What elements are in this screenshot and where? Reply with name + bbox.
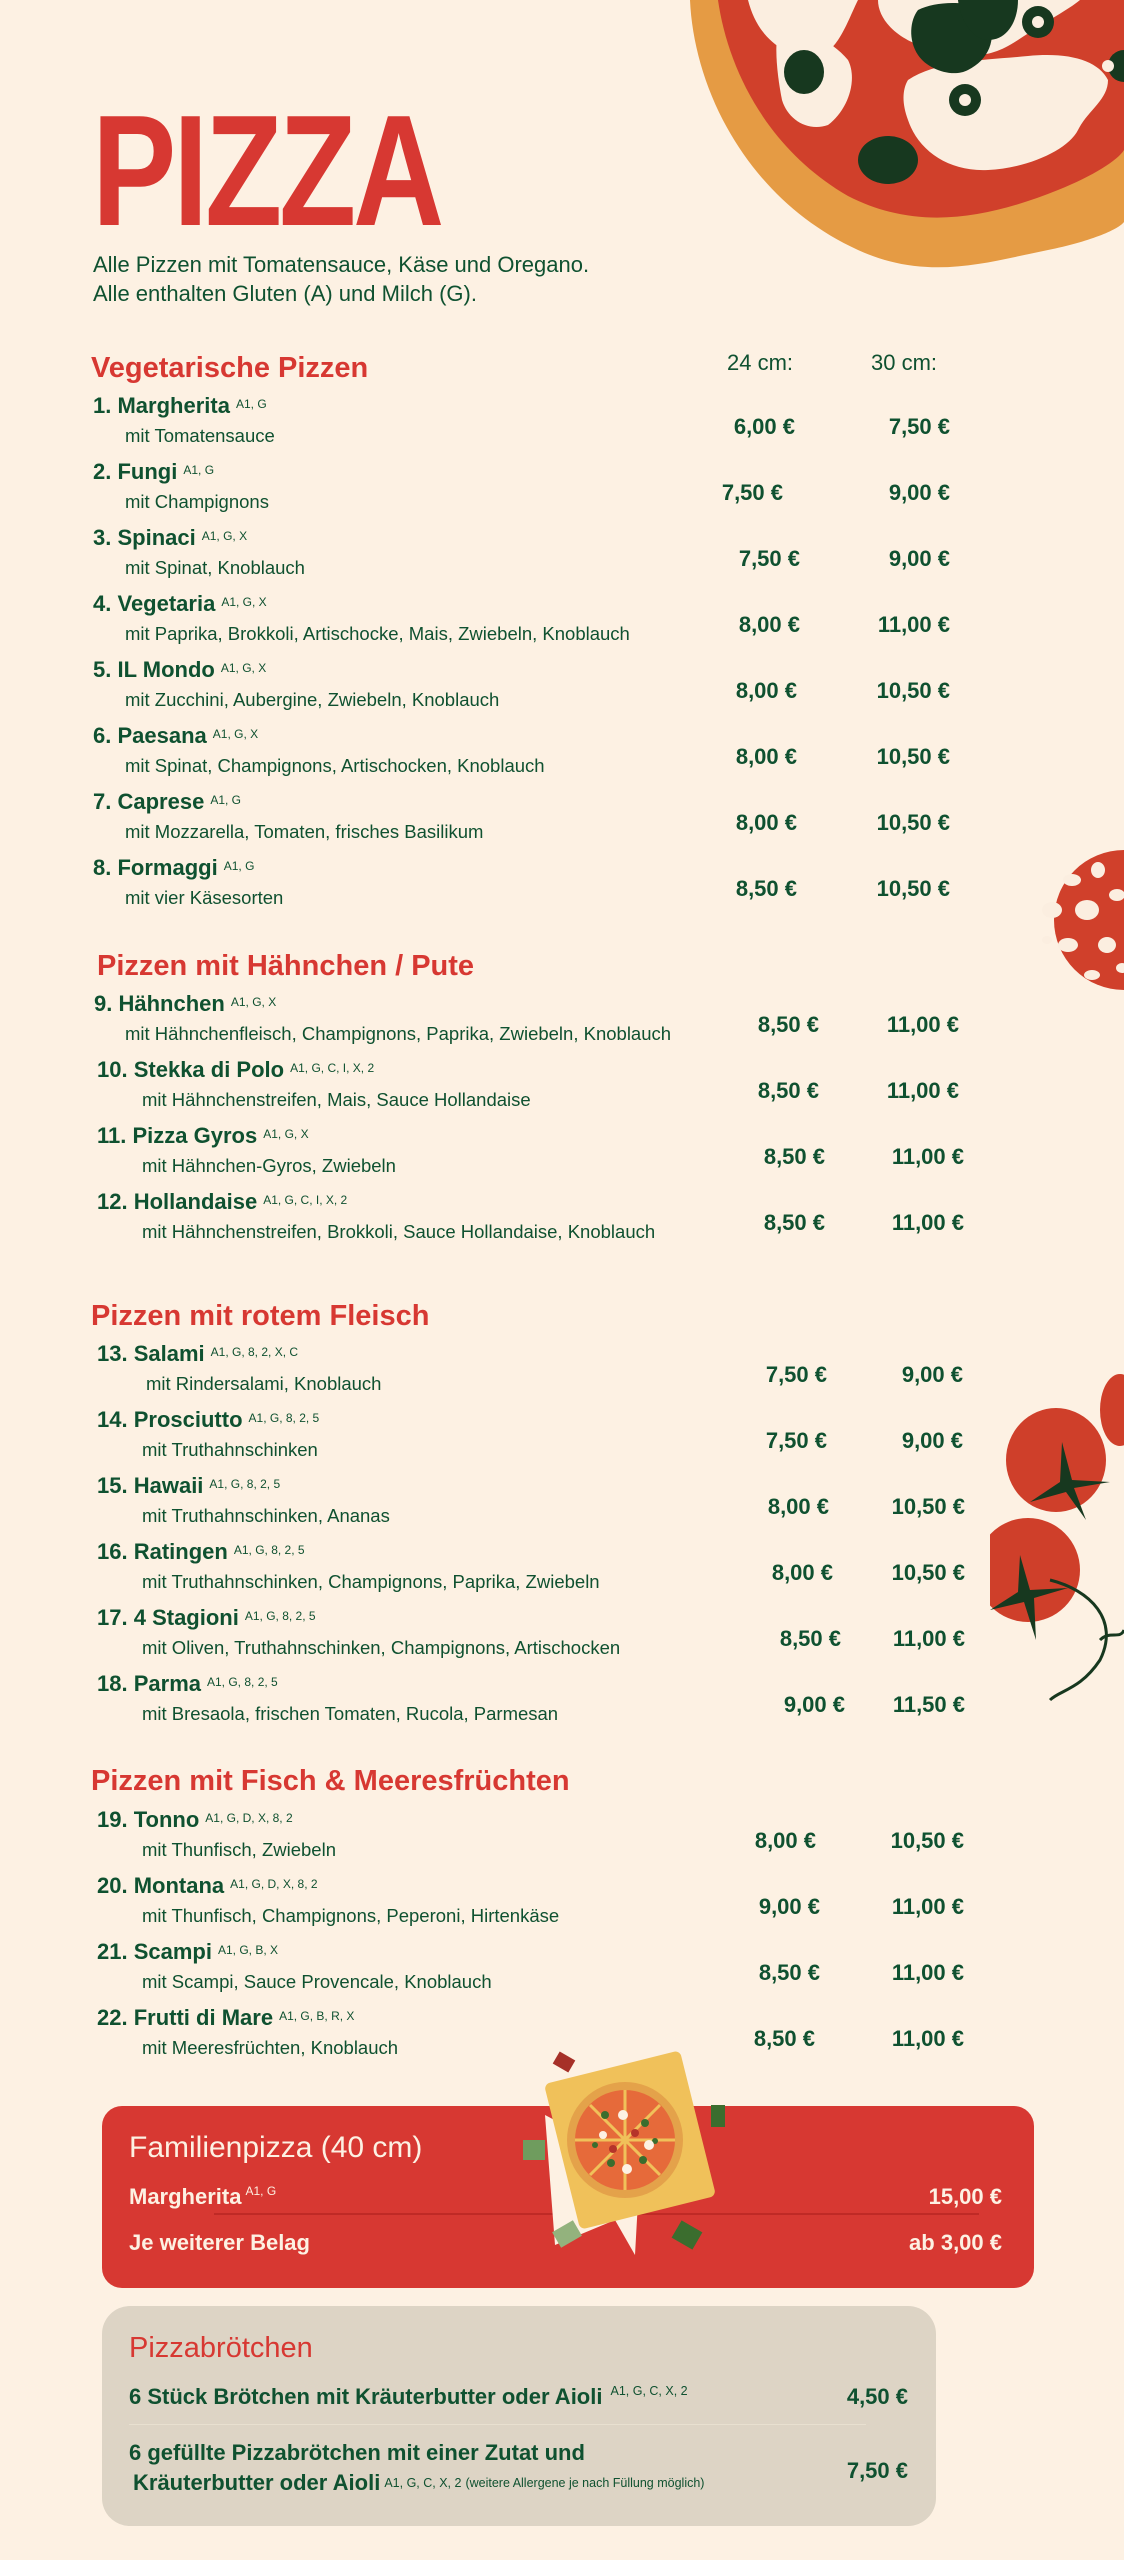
menu-item-title	[97, 1806, 293, 1834]
menu-item-name: Hollandaise	[133, 1189, 258, 1214]
price-24cm: 8,00 €	[771, 1560, 833, 1585]
menu-item-name: IL Mondo	[117, 657, 215, 682]
price-30cm: 9,00 €	[888, 480, 950, 505]
menu-item-number: 22.	[97, 2005, 128, 2030]
menu-item	[0, 1122, 1124, 1188]
menu-item-allergens: A1, G, X	[220, 661, 267, 675]
menu-item-allergens: A1, G, B, R, X	[279, 2009, 355, 2023]
menu-item-number: 13.	[97, 1341, 128, 1366]
menu-item	[0, 1670, 1124, 1736]
price-24cm: 7,50 €	[721, 480, 783, 505]
menu-item-description: mit Mozzarella, Tomaten, frisches Basilikum	[125, 821, 484, 842]
size-header-24: 24 cm:	[727, 350, 794, 375]
price-24cm: 9,00 €	[783, 1692, 845, 1717]
roll-row-label: 6 gefüllte Pizzabrötchen mit einer Zutat und	[129, 2440, 585, 2465]
menu-item-title	[93, 590, 267, 618]
price-24cm: 8,50 €	[763, 1144, 825, 1169]
menu-item-description: mit Truthahnschinken, Champignons, Paprika, Zwiebeln	[142, 1571, 600, 1592]
menu-item-title	[97, 1872, 318, 1900]
menu-item-allergens: A1, G, 8, 2, 5	[244, 1609, 316, 1623]
menu-item-number: 19.	[97, 1807, 128, 1832]
menu-item-allergens: A1, G, X	[263, 1127, 309, 1141]
section-title: Vegetarische Pizzen	[91, 352, 369, 384]
menu-item-description: mit Hähnchen-Gyros, Zwiebeln	[142, 1155, 396, 1176]
menu-item-allergens: A1, G, B, X	[217, 1943, 279, 1957]
roll-row-note: (weitere Allergene je nach Füllung möglich)	[465, 2476, 705, 2490]
menu-item	[0, 722, 1124, 788]
menu-item-number: 18.	[97, 1671, 128, 1696]
menu-item-number: 12.	[97, 1189, 128, 1214]
menu-item-name: Montana	[133, 1873, 225, 1898]
menu-item-description: mit Truthahnschinken	[142, 1439, 318, 1460]
intro-line: Alle Pizzen mit Tomatensauce, Käse und Oregano.	[93, 252, 590, 277]
menu-item	[0, 854, 1124, 920]
menu-item-description: mit Hähnchenstreifen, Brokkoli, Sauce Hollandaise, Knoblauch	[142, 1221, 656, 1242]
menu-item	[0, 1538, 1124, 1604]
menu-item	[0, 788, 1124, 854]
menu-item	[0, 990, 1124, 1056]
price-30cm: 7,50 €	[888, 414, 950, 439]
menu-item-title	[97, 1122, 309, 1150]
menu-item-title	[93, 854, 254, 882]
menu-item-number: 8.	[93, 855, 112, 880]
menu-item-description: mit Spinat, Knoblauch	[125, 557, 305, 578]
menu-item-title	[97, 1538, 305, 1566]
section-title: Pizzen mit Fisch & Meeresfrüchten	[91, 1765, 570, 1797]
price-30cm: 11,00 €	[891, 1894, 964, 1919]
price-24cm: 8,00 €	[767, 1494, 829, 1519]
menu-item-title	[97, 1604, 316, 1632]
shared-pizza-box-illustration	[515, 2045, 730, 2255]
price-24cm: 8,50 €	[779, 1626, 841, 1651]
menu-item-allergens: A1, G, 8, 2, 5	[233, 1543, 305, 1557]
menu-item-description: mit Hähnchenfleisch, Champignons, Paprika, Zwiebeln, Knoblauch	[125, 1023, 672, 1044]
menu-item-title	[94, 990, 276, 1018]
menu-item	[0, 1938, 1124, 2004]
menu-item-number: 5.	[93, 657, 112, 682]
menu-item-number: 3.	[93, 525, 112, 550]
menu-item-allergens: A1, G, 8, 2, X, C	[210, 1345, 299, 1359]
menu-item-allergens: A1, G	[183, 463, 215, 477]
menu-item-name: Salami	[133, 1341, 205, 1366]
pizza-illustration	[688, 0, 1124, 290]
menu-item-title	[97, 1406, 319, 1434]
menu-item-title	[93, 788, 241, 816]
menu-item-allergens: A1, G, X	[230, 995, 277, 1009]
menu-item-name: Hawaii	[133, 1473, 204, 1498]
roll-row-label: 6 Stück Brötchen mit Kräuterbutter oder Aioli	[129, 2384, 603, 2409]
family-row-allergens: A1, G	[245, 2184, 277, 2198]
menu-item-number: 10.	[97, 1057, 128, 1082]
menu-item-description: mit Meeresfrüchten, Knoblauch	[142, 2037, 399, 2058]
intro-text	[93, 250, 589, 308]
roll-row-price: 4,50 €	[846, 2384, 908, 2409]
menu-item-name: Margherita	[117, 393, 230, 418]
menu-item-description: mit Oliven, Truthahnschinken, Champignons, Artischocken	[142, 1637, 621, 1658]
menu-item-number: 4.	[93, 591, 112, 616]
menu-item-description: mit Tomatensauce	[125, 425, 275, 446]
price-24cm: 8,50 €	[753, 2026, 815, 2051]
price-24cm: 8,50 €	[735, 876, 797, 901]
menu-item-title	[97, 1938, 278, 1966]
roll-row-price: 7,50 €	[846, 2458, 908, 2483]
price-24cm: 9,00 €	[758, 1894, 820, 1919]
menu-item-number: 6.	[93, 723, 112, 748]
menu-item-allergens: A1, G	[210, 793, 242, 807]
price-30cm: 9,00 €	[901, 1362, 963, 1387]
family-row-label: Je weiterer Belag	[129, 2230, 310, 2255]
menu-item-allergens: A1, G, D, X, 8, 2	[205, 1811, 293, 1825]
menu-item	[0, 1056, 1124, 1122]
menu-item-allergens: A1, G, C, I, X, 2	[263, 1193, 348, 1207]
menu-item-description: mit Thunfisch, Zwiebeln	[142, 1839, 336, 1860]
price-24cm: 8,50 €	[758, 1960, 820, 1985]
menu-item	[0, 1604, 1124, 1670]
menu-item-description: mit Paprika, Brokkoli, Artischocke, Mais, Zwiebeln, Knoblauch	[125, 623, 630, 644]
roll-row-allergens: A1, G, C, X, 2	[384, 2476, 462, 2490]
menu-item-title	[97, 1472, 280, 1500]
price-30cm: 11,00 €	[891, 1210, 964, 1235]
menu-item-description: mit Scampi, Sauce Provencale, Knoblauch	[142, 1971, 492, 1992]
menu-item	[0, 1872, 1124, 1938]
price-30cm: 10,50 €	[876, 678, 950, 703]
menu-item-number: 2.	[93, 459, 112, 484]
roll-row-label-line2: Kräuterbutter oder Aioli	[133, 2470, 381, 2495]
price-30cm: 11,00 €	[886, 1078, 959, 1103]
menu-item-title	[93, 524, 247, 552]
menu-item-name: Spinaci	[117, 525, 196, 550]
menu-item	[0, 524, 1124, 590]
menu-item-name: Ratingen	[133, 1539, 228, 1564]
price-24cm: 8,50 €	[757, 1078, 819, 1103]
roll-row	[129, 2384, 908, 2410]
menu-item-name: Prosciutto	[133, 1407, 243, 1432]
menu-item-name: Frutti di Mare	[133, 2005, 274, 2030]
menu-item-description: mit Champignons	[125, 491, 269, 512]
price-24cm: 8,00 €	[735, 678, 797, 703]
menu-item-title	[97, 1340, 298, 1368]
menu-item-number: 21.	[97, 1939, 128, 1964]
menu-item-allergens: A1, G, C, I, X, 2	[290, 1061, 375, 1075]
menu-item-name: Scampi	[133, 1939, 212, 1964]
menu-item-description: mit Hähnchenstreifen, Mais, Sauce Hollandaise	[142, 1089, 531, 1110]
page-title: PIZZA	[92, 83, 442, 259]
menu-item-description: mit Bresaola, frischen Tomaten, Rucola, Parmesan	[142, 1703, 559, 1724]
menu-item-number: 7.	[93, 789, 112, 814]
price-30cm: 11,00 €	[891, 1144, 964, 1169]
menu-item-title	[93, 392, 267, 420]
price-30cm: 10,50 €	[876, 810, 950, 835]
menu-item-name: 4 Stagioni	[133, 1605, 239, 1630]
menu-item-number: 11.	[97, 1123, 127, 1148]
price-30cm: 11,00 €	[891, 1960, 964, 1985]
menu-item-number: 16.	[97, 1539, 128, 1564]
menu-item-title	[93, 722, 258, 750]
menu-item	[0, 656, 1124, 722]
price-30cm: 10,50 €	[891, 1494, 965, 1519]
menu-item-title	[93, 458, 214, 486]
menu-item	[0, 1806, 1124, 1872]
intro-line: Alle enthalten Gluten (A) und Milch (G).	[93, 281, 477, 306]
menu-item-number: 17.	[97, 1605, 128, 1630]
menu-item-name: Hähnchen	[118, 991, 225, 1016]
menu-item-number: 15.	[97, 1473, 128, 1498]
menu-item-number: 20.	[97, 1873, 128, 1898]
menu-item-allergens: A1, G	[235, 397, 267, 411]
roll-row-allergens: A1, G, C, X, 2	[610, 2384, 688, 2398]
price-24cm: 7,50 €	[738, 546, 800, 571]
price-30cm: 9,00 €	[901, 1428, 963, 1453]
price-24cm: 8,50 €	[763, 1210, 825, 1235]
menu-item-description: mit Spinat, Champignons, Artischocken, Knoblauch	[125, 755, 545, 776]
pizza-rolls-title: Pizzabrötchen	[129, 2332, 313, 2364]
pizza-rolls-card	[102, 2306, 936, 2526]
family-pizza-title: Familienpizza (40 cm)	[129, 2131, 423, 2164]
family-row-price: 15,00 €	[928, 2184, 1002, 2209]
menu-item	[0, 1340, 1124, 1406]
price-30cm: 11,00 €	[891, 2026, 964, 2051]
menu-item-name: Vegetaria	[117, 591, 216, 616]
menu-item-name: Fungi	[117, 459, 178, 484]
menu-item-allergens: A1, G, D, X, 8, 2	[230, 1877, 318, 1891]
menu-item-number: 14.	[97, 1407, 128, 1432]
section-title: Pizzen mit rotem Fleisch	[91, 1300, 430, 1332]
menu-item-description: mit Truthahnschinken, Ananas	[142, 1505, 390, 1526]
price-30cm: 11,00 €	[877, 612, 950, 637]
price-30cm: 11,50 €	[892, 1692, 965, 1717]
menu-item-description: mit Thunfisch, Champignons, Peperoni, Hirtenkäse	[142, 1905, 560, 1926]
menu-item	[0, 1406, 1124, 1472]
menu-item-title	[97, 1670, 278, 1698]
menu-item	[0, 590, 1124, 656]
price-30cm: 10,50 €	[891, 1560, 965, 1585]
menu-item-description: mit Rindersalami, Knoblauch	[146, 1373, 382, 1394]
menu-item-description: mit Zucchini, Aubergine, Zwiebeln, Knoblauch	[125, 689, 500, 710]
menu-item-allergens: A1, G, 8, 2, 5	[248, 1411, 320, 1425]
price-30cm: 10,50 €	[876, 876, 950, 901]
menu-item-number: 1.	[93, 393, 112, 418]
menu-item	[0, 1188, 1124, 1254]
price-30cm: 11,00 €	[892, 1626, 965, 1651]
price-24cm: 8,00 €	[754, 1828, 816, 1853]
menu-item-description: mit vier Käsesorten	[125, 887, 284, 908]
menu-item	[0, 392, 1124, 458]
price-24cm: 8,50 €	[757, 1012, 819, 1037]
price-30cm: 9,00 €	[888, 546, 950, 571]
price-30cm: 10,50 €	[890, 1828, 964, 1853]
price-30cm: 10,50 €	[876, 744, 950, 769]
menu-item-title	[93, 656, 266, 684]
menu-item-name: Paesana	[117, 723, 207, 748]
menu-item-allergens: A1, G	[223, 859, 255, 873]
menu-item-allergens: A1, G, X	[201, 529, 248, 543]
menu-item-name: Tonno	[133, 1807, 200, 1832]
menu-item-name: Formaggi	[117, 855, 218, 880]
menu-item-title	[97, 1056, 374, 1084]
menu-item-name: Pizza Gyros	[132, 1123, 258, 1148]
menu-item-name: Caprese	[117, 789, 205, 814]
menu-item-allergens: A1, G, X	[212, 727, 259, 741]
price-30cm: 11,00 €	[886, 1012, 959, 1037]
menu-item-name: Stekka di Polo	[133, 1057, 285, 1082]
menu-item	[0, 458, 1124, 524]
divider	[129, 2424, 866, 2425]
price-24cm: 8,00 €	[738, 612, 800, 637]
menu-item-allergens: A1, G, 8, 2, 5	[207, 1675, 278, 1689]
price-24cm: 8,00 €	[735, 744, 797, 769]
price-24cm: 7,50 €	[765, 1428, 827, 1453]
menu-item	[0, 1472, 1124, 1538]
size-header-30: 30 cm:	[871, 350, 938, 375]
section-title: Pizzen mit Hähnchen / Pute	[97, 950, 475, 982]
roll-row	[129, 2438, 908, 2498]
menu-item-allergens: A1, G, 8, 2, 5	[209, 1477, 281, 1491]
menu-item-title	[97, 2004, 354, 2032]
price-24cm: 7,50 €	[765, 1362, 827, 1387]
family-row-label: Margherita	[129, 2184, 242, 2209]
menu-item-number: 9.	[94, 991, 113, 1016]
menu-item-title	[97, 1188, 347, 1216]
family-row-price: ab 3,00 €	[909, 2230, 1002, 2255]
menu-item-name: Parma	[133, 1671, 201, 1696]
price-24cm: 8,00 €	[735, 810, 797, 835]
price-24cm: 6,00 €	[733, 414, 795, 439]
menu-item-allergens: A1, G, X	[221, 595, 267, 609]
